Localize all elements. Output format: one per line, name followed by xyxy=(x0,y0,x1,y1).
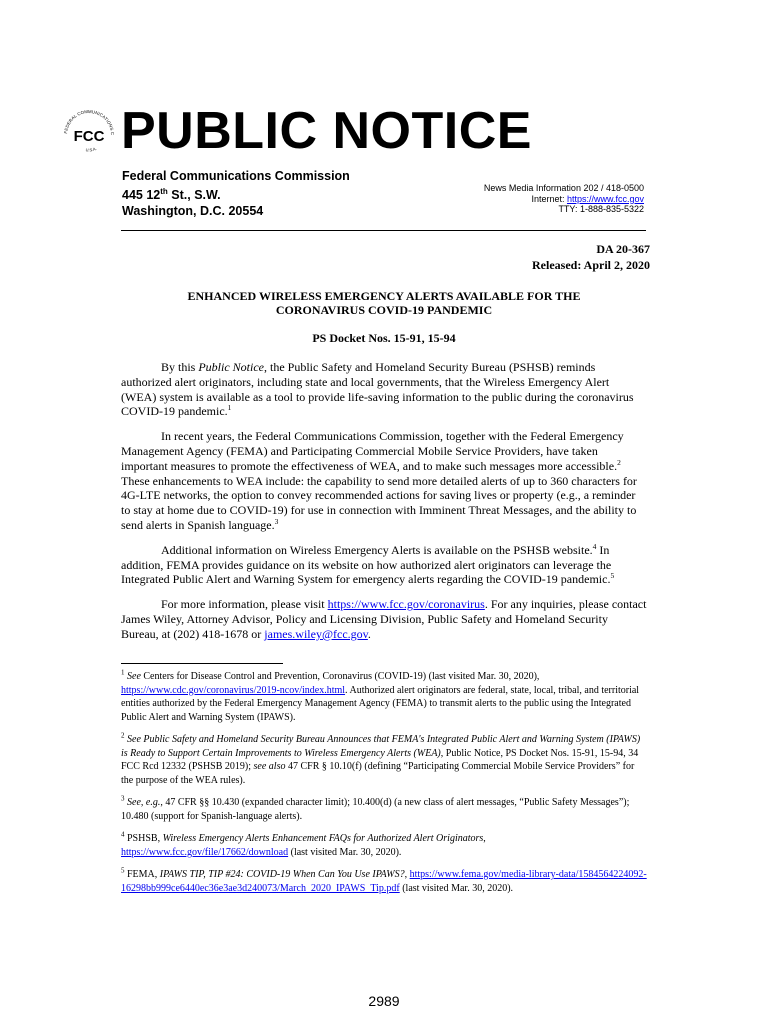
footnotes xyxy=(121,670,647,904)
footnote-1: $^1$ See Centers for Disease Control and Prevention, Coronavirus (COVID-19) (last visited Mar. 30, 2020), https://www.cdc.gov/coronavirus/2019-ncov/index.html. Authorized alert originators are federal, state, local, tribal, and territorial entities authorized by the Federal Emergency Management Agency (FEMA) to transmit alerts to the public using the Integrated Public Alert and Warning System (IPAWS). xyxy=(121,668,640,723)
document-number: DA 20-367 xyxy=(596,242,650,256)
release-date: Released: April 2, 2020 xyxy=(532,257,650,272)
footnote-2: $^2$ See Public Safety and Homeland Security Bureau Announces that FEMA's Integrated Public Alert and Warning System (IPAWS) is Ready to Support Certain Improvements to Wireless Emergency Alerts (WEA), Public Notice, PS Docket Nos. 15-91, 15-94, 34 FCC Rcd 12332 (PSHSB 2019); see also 47 CFR § 10.10(f) (defining “Participating Commercial Mobile Service Providers” for the purpose of the WEA rules). xyxy=(121,731,641,786)
footnote-4: $^4$ PSHSB, Wireless Emergency Alerts Enhancement FAQs for Authorized Alert Originators, https://www.fcc.gov/file/17662/download (last visited Mar. 30, 2020). xyxy=(121,830,486,858)
fcc-website-link[interactable]: https://www.fcc.gov xyxy=(566,193,644,204)
seal-initials: FCC xyxy=(73,128,105,145)
address-line-1: Federal Communications Commission xyxy=(122,169,350,183)
footnote-ref: 3 xyxy=(274,516,279,526)
address-line-2: 445 12th St., S.W. xyxy=(122,187,221,203)
footnote-ref: 2 xyxy=(617,457,621,467)
footnote-3: $^3$ See, e.g., 47 CFR §§ 10.430 (expanded character limit); 10.400(d) (a new class of alert messages, “Public Safety Messages”); 10.480 (support for Spanish-language alerts). xyxy=(121,794,630,822)
fcc-seal-logo xyxy=(62,108,116,162)
footnote-ref: 4 xyxy=(592,541,597,551)
footnote-ref: 1 xyxy=(227,403,232,413)
page-number: 2989 xyxy=(368,993,400,1009)
notice-heading: ENHANCED WIRELESS EMERGENCY ALERTS AVAILABLE FOR THE CORONAVIRUS COVID-19 PANDEMIC xyxy=(187,289,581,317)
wea-faq-download-link[interactable]: https://www.fcc.gov/file/17662/download xyxy=(121,846,289,858)
notice-body xyxy=(121,360,647,652)
footnote-5: $^5$ FEMA, IPAWS TIP, TIP #24: COVID-19 When Can You Use IPAWS?, https://www.fema.gov/media-library-data/1584564224092-16298bb999ce6440ec36e3ae3d240073/March_2020_IPAWS_Tip.pdf (last visited Mar. 30, 2020). xyxy=(121,866,647,894)
seal-bottom-text: U.S.A. xyxy=(85,145,98,153)
seal-outer-text: FEDERAL COMMUNICATIONS C xyxy=(63,108,116,136)
media-contact xyxy=(484,183,644,215)
header-divider xyxy=(121,230,646,231)
news-media-line: News Media Information 202 / 418-0500 xyxy=(483,183,644,193)
paragraph-2: In recent years, the Federal Communications Commission, together with the Federal Emergency Management Agency (FEMA) and Participating Commercial Mobile Service Providers, have taken important measures to promote the effectiveness of WEA, and to make such messages more accessible.$^2$ These enhancements to WEA include: the capability to send more detailed alerts of up to 360 characters for 4G-LTE networks, the option to convey recommended actions for saving lives or property (e.g., a reminder to stay at home due to COVID-19) for use in connection with Imminent Threat Messages, and the ability to send alerts in Spanish language.$^3$ xyxy=(121,429,637,532)
paragraph-4: For more information, please visit https://www.fcc.gov/coronavirus. For any inquiries, please contact James Wiley, Attorney Advisor, Policy and Licensing Division, Public Safety and Homeland Security Bureau, at (202) 418-1678 or james.wiley@fcc.gov. xyxy=(121,597,647,641)
docket-number: PS Docket Nos. 15-91, 15-94 xyxy=(312,331,456,345)
paragraph-1: By this Public Notice, the Public Safety and Homeland Security Bureau (PSHSB) reminds authorized alert originators, including state and local governments, that the Wireless Emergency Alert (WEA) system is available as a tool to provide life-saving information to the public during the coronavirus COVID-19 pandemic.$^1$ xyxy=(121,360,634,419)
commission-address xyxy=(122,168,350,219)
coronavirus-page-link[interactable]: https://www.fcc.gov/coronavirus xyxy=(327,597,485,612)
footnote-ref: 5 xyxy=(610,571,615,581)
cdc-coronavirus-link[interactable]: https://www.cdc.gov/coronavirus/2019-ncov/index.html xyxy=(121,684,346,696)
paragraph-3: Additional information on Wireless Emergency Alerts is available on the PSHSB website.$^4$ In addition, FEMA provides guidance on its website on how authorized alert originators can leverage the Integrated Public Alert and Warning System for emergency alerts regarding the COVID-19 pandemic.$^5$ xyxy=(121,541,615,587)
document-info xyxy=(532,242,650,273)
contact-email-link[interactable]: james.wiley@fcc.gov xyxy=(264,626,368,641)
fema-ipaws-tip-link[interactable]: https://www.fema.gov/media-library-data/1584564224092-16298bb999ce6440ec36e3ae3d240073/March_2020_IPAWS_Tip.pdf xyxy=(121,869,647,894)
internet-line: Internet: https://www.fcc.gov xyxy=(531,193,644,204)
footnote-divider xyxy=(121,663,283,664)
address-line-3: Washington, D.C. 20554 xyxy=(122,204,264,219)
page-title: PUBLIC NOTICE xyxy=(121,102,532,160)
tty-line: TTY: 1-888-835-5322 xyxy=(558,204,644,214)
svg-text:U.S.A. xyxy=(85,146,97,152)
